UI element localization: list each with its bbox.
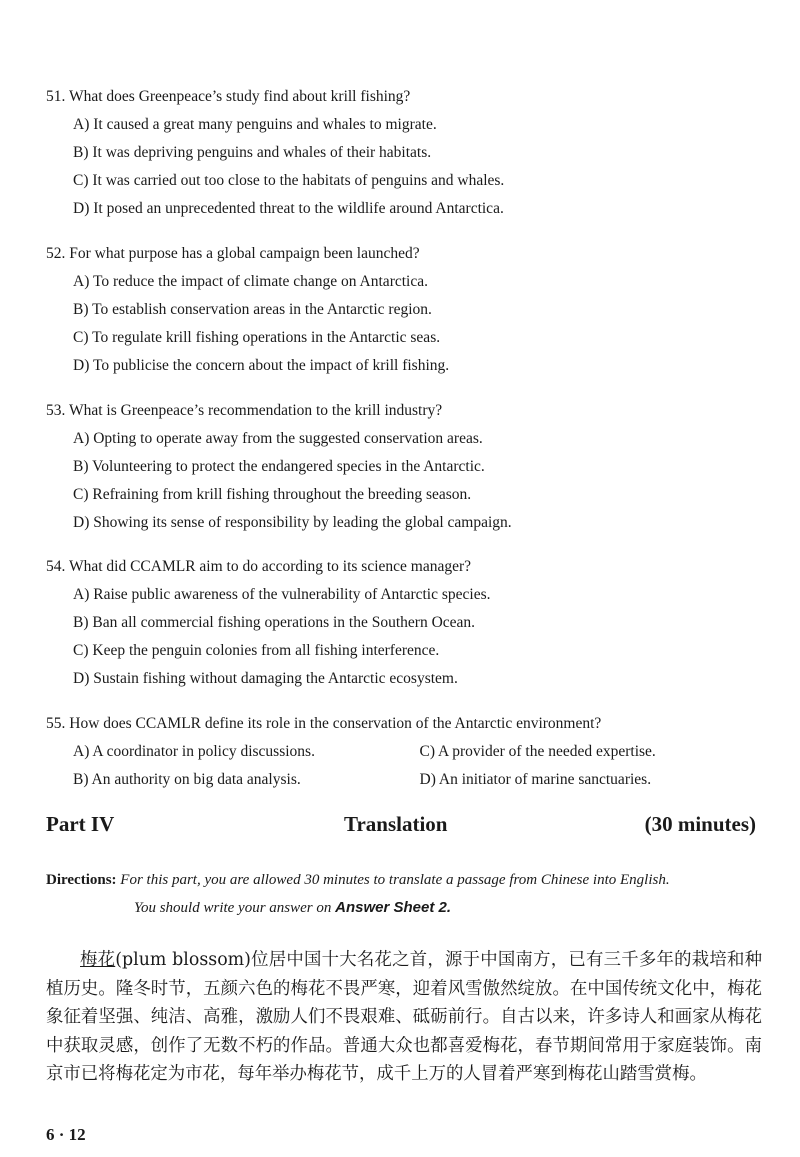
option-d: D) An initiator of marine sanctuaries. [419,771,652,788]
question-stem: 55. How does CCAMLR define its role in the conservation of the Antarctic environment? [46,715,602,732]
option-b: B) Ban all commercial fishing operations in the Southern Ocean. [73,614,476,631]
question-stem: 51. What does Greenpeace’s study find about krill fishing? [46,88,411,105]
question-51 [46,83,766,223]
option-c: C) To regulate krill fishing operations in the Antarctic seas. [73,329,441,346]
option-d: D) It posed an unprecedented threat to the wildlife around Antarctica. [73,200,504,217]
option-a: A) To reduce the impact of climate change on Antarctica. [73,273,428,290]
option-d: D) To publicise the concern about the impact of krill fishing. [73,357,450,374]
option-a: A) It caused a great many penguins and whales to migrate. [73,116,437,133]
question-55 [46,710,766,794]
directions-line-2-text: You should write your answer on [134,900,336,916]
option-b: B) It was depriving penguins and whales of their habitats. [73,144,432,161]
directions [46,866,766,922]
option-c: C) Keep the penguin colonies from all fishing interference. [73,642,440,659]
question-stem: 53. What is Greenpeace’s recommendation to the krill industry? [46,402,443,419]
page-number: 6 · 12 [46,1125,86,1144]
option-d: D) Showing its sense of responsibility by leading the global campaign. [73,514,512,531]
option-b: B) To establish conservation areas in the Antarctic region. [73,301,432,318]
passage-keyword: 梅花 [80,950,116,970]
option-c: C) Refraining from krill fishing throughout the breeding season. [73,486,472,503]
directions-label: Directions: [46,872,117,888]
passage-text: (plum blossom)位居中国十大名花之首，源于中国南方，已有三千多年的栽培和种植历史。隆冬时节，五颜六色的梅花不畏严寒，迎着风雪傲然绽放。在中国传统文化中，梅花象征着坚强、纯洁、高雅，激励人们不畏艰难、砥砺前行。自古以来，许多诗人和画家从梅花中获取灵感，创作了无数不朽的作品。普通大众也都喜爱梅花，春节期间常用于家庭装饰。南京市已将梅花定为市花，每年举办梅花节，成千上万的人冒着严寒到梅花山踏雪赏梅。 [46,950,762,1084]
question-54 [46,553,766,693]
part-header [46,812,756,846]
directions-line-1: For this part, you are allowed 30 minutes to translate a passage from Chinese into English. [120,872,670,888]
option-b: B) Volunteering to protect the endangered species in the Antarctic. [73,458,485,475]
option-c: C) It was carried out too close to the habitats of penguins and whales. [73,172,505,189]
part-label: Part IV [46,812,115,836]
question-52 [46,240,766,380]
option-a: A) A coordinator in policy discussions. [73,743,315,760]
answer-sheet-label: Answer Sheet 2. [335,899,452,916]
translation-passage [46,946,762,1089]
question-53 [46,397,766,537]
question-stem: 54. What did CCAMLR aim to do according to its science manager? [46,558,472,575]
option-a: A) Opting to operate away from the suggested conservation areas. [73,430,483,447]
option-c: C) A provider of the needed expertise. [419,743,656,760]
option-row [46,766,766,794]
option-b: B) An authority on big data analysis. [73,771,301,788]
part-time: (30 minutes) [644,812,756,836]
directions-line-2 [46,894,766,922]
option-a: A) Raise public awareness of the vulnerability of Antarctic species. [73,586,491,603]
option-d: D) Sustain fishing without damaging the Antarctic ecosystem. [73,670,458,687]
part-title: Translation [344,812,448,836]
question-stem: 52. For what purpose has a global campaign been launched? [46,245,420,262]
option-row [46,738,766,766]
